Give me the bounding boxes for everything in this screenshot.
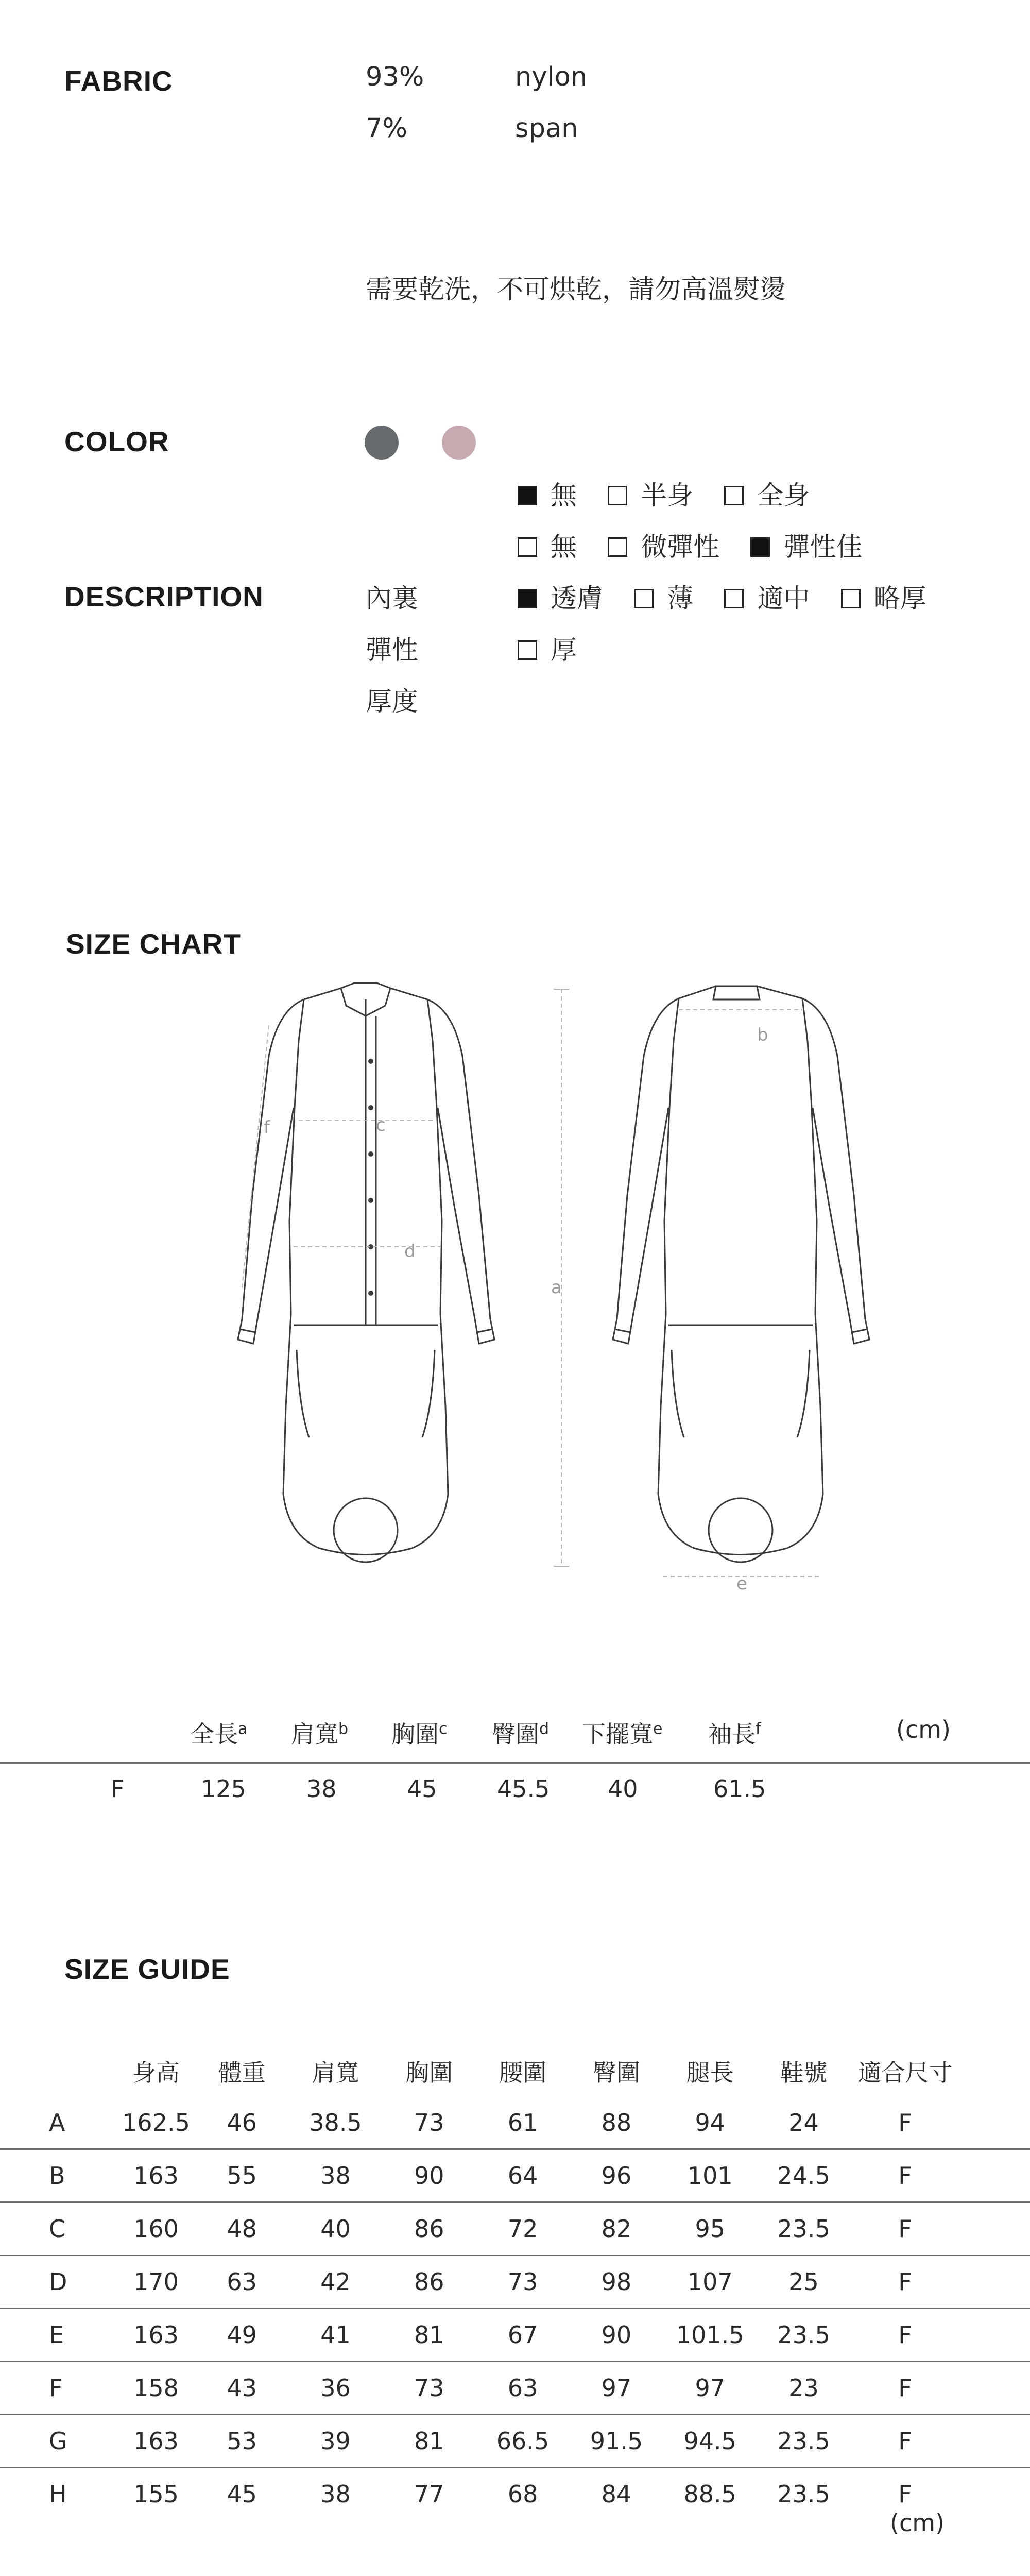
col-sup: f bbox=[756, 1720, 761, 1738]
value-chest: 45 bbox=[407, 1775, 437, 1803]
col-label: 胸圍 bbox=[391, 1720, 439, 1748]
table-cell: 45 bbox=[227, 2480, 257, 2508]
table-cell: 95 bbox=[695, 2215, 725, 2243]
fabric-name-2: span bbox=[515, 113, 578, 144]
table-cell: 38 bbox=[320, 2480, 351, 2508]
table-cell: F bbox=[898, 2109, 912, 2137]
table-row bbox=[0, 2149, 1030, 2202]
col-fit-size: 適合尺寸 bbox=[857, 2059, 953, 2087]
table-cell: 163 bbox=[133, 2162, 179, 2190]
table-cell: F bbox=[898, 2480, 912, 2508]
table-cell: 77 bbox=[414, 2480, 444, 2508]
desc-row-elasticity-options bbox=[518, 526, 885, 564]
table-cell: 40 bbox=[320, 2215, 351, 2243]
table-cell: 88 bbox=[601, 2109, 632, 2137]
table-cell: 72 bbox=[507, 2215, 538, 2243]
diagram-letter-b: b bbox=[757, 1025, 768, 1045]
fabric-heading: FABRIC bbox=[64, 65, 173, 97]
value-shoulder: 38 bbox=[306, 1775, 337, 1803]
size-guide-table bbox=[0, 2045, 1030, 2520]
table-cell: 94 bbox=[695, 2109, 725, 2137]
checkbox-elastic-good bbox=[750, 537, 770, 557]
size-label: F bbox=[111, 1775, 125, 1803]
diagram-letter-d: d bbox=[404, 1241, 416, 1262]
back-view-drawing bbox=[613, 986, 869, 1577]
diagram-letter-e: e bbox=[736, 1573, 747, 1592]
color-heading: COLOR bbox=[64, 426, 169, 457]
table-cell: 170 bbox=[133, 2268, 179, 2296]
table-cell: 84 bbox=[601, 2480, 632, 2508]
table-cell: 101.5 bbox=[676, 2321, 744, 2349]
row-id: H bbox=[49, 2480, 67, 2508]
table-row bbox=[0, 2415, 1030, 2468]
checkbox-medium bbox=[724, 589, 744, 608]
table-cell: 81 bbox=[414, 2321, 444, 2349]
fabric-name-1: nylon bbox=[515, 62, 588, 92]
table-cell: 86 bbox=[414, 2215, 444, 2243]
col-waist: 腰圍 bbox=[499, 2059, 547, 2087]
col-label: 袖長 bbox=[708, 1720, 756, 1748]
table-cell: 23.5 bbox=[777, 2215, 830, 2243]
table-cell: 162.5 bbox=[122, 2109, 190, 2137]
table-cell: F bbox=[898, 2215, 912, 2243]
desc-label-lining: 內裏 bbox=[366, 584, 419, 614]
option-label: 全身 bbox=[757, 481, 810, 511]
table-cell: 63 bbox=[507, 2374, 538, 2402]
table-cell: 24.5 bbox=[777, 2162, 830, 2190]
garment-diagram bbox=[221, 979, 881, 1592]
col-hip: 臀圍 bbox=[592, 2059, 640, 2087]
table-cell: F bbox=[898, 2321, 912, 2349]
table-cell: F bbox=[898, 2268, 912, 2296]
checkbox-sheer bbox=[518, 589, 537, 608]
table-cell: F bbox=[898, 2162, 912, 2190]
table-cell: 24 bbox=[788, 2109, 819, 2137]
table-cell: 68 bbox=[507, 2480, 538, 2508]
size-guide-unit: (cm) bbox=[890, 2509, 945, 2537]
size-guide-heading: SIZE GUIDE bbox=[64, 1953, 230, 1985]
diagram-letter-a: a bbox=[551, 1277, 562, 1298]
col-sup: d bbox=[539, 1720, 550, 1738]
row-id: A bbox=[49, 2109, 65, 2137]
table-cell: 82 bbox=[601, 2215, 632, 2243]
table-cell: 53 bbox=[227, 2427, 257, 2455]
table-cell: 67 bbox=[507, 2321, 538, 2349]
col-sup: c bbox=[439, 1720, 448, 1738]
table-cell: 61 bbox=[507, 2109, 538, 2137]
row-id: F bbox=[49, 2374, 63, 2402]
table-cell: 155 bbox=[133, 2480, 179, 2508]
table-cell: 86 bbox=[414, 2268, 444, 2296]
size-chart-row-f bbox=[0, 1775, 1030, 1816]
table-cell: F bbox=[898, 2374, 912, 2402]
fabric-care-note: 需要乾洗，不可烘乾，請勿高溫熨燙 bbox=[366, 275, 786, 305]
col-label: 臀圍 bbox=[492, 1720, 539, 1748]
table-cell: 46 bbox=[227, 2109, 257, 2137]
table-cell: 158 bbox=[133, 2374, 179, 2402]
table-cell: 39 bbox=[320, 2427, 351, 2455]
table-cell: 73 bbox=[414, 2109, 444, 2137]
table-cell: 64 bbox=[507, 2162, 538, 2190]
table-cell: 23 bbox=[788, 2374, 819, 2402]
table-cell: 73 bbox=[507, 2268, 538, 2296]
size-chart-heading: SIZE CHART bbox=[66, 928, 241, 960]
checkbox-lining-none bbox=[518, 486, 537, 505]
option-label: 適中 bbox=[757, 584, 810, 614]
desc-label-elasticity: 彈性 bbox=[366, 635, 419, 666]
col-leg: 腿長 bbox=[686, 2059, 734, 2087]
checkbox-elastic-slight bbox=[608, 537, 627, 557]
option-label: 無 bbox=[551, 481, 577, 511]
diagram-letter-f: f bbox=[264, 1117, 270, 1138]
table-cell: 23.5 bbox=[777, 2427, 830, 2455]
table-cell: 98 bbox=[601, 2268, 632, 2296]
table-cell: 63 bbox=[227, 2268, 257, 2296]
fabric-percent-2: 7% bbox=[366, 113, 407, 144]
checkbox-thick bbox=[518, 640, 537, 660]
col-label: 肩寬 bbox=[291, 1720, 338, 1748]
table-cell: 25 bbox=[788, 2268, 819, 2296]
size-chart-unit: (cm) bbox=[896, 1716, 951, 1743]
table-cell: 36 bbox=[320, 2374, 351, 2402]
row-id: C bbox=[49, 2215, 66, 2243]
size-chart-col-hem bbox=[582, 1716, 662, 1750]
size-chart-col-chest bbox=[391, 1716, 448, 1750]
table-cell: 41 bbox=[320, 2321, 351, 2349]
row-id: B bbox=[49, 2162, 65, 2190]
size-chart-divider bbox=[0, 1762, 1030, 1764]
col-height: 身高 bbox=[132, 2059, 180, 2087]
front-view-drawing bbox=[238, 983, 569, 1566]
row-id: E bbox=[49, 2321, 64, 2349]
col-label: 下擺寬 bbox=[582, 1720, 653, 1748]
table-row bbox=[0, 2468, 1030, 2520]
table-cell: 163 bbox=[133, 2427, 179, 2455]
option-label: 彈性佳 bbox=[783, 532, 863, 563]
col-shoulder: 肩寬 bbox=[312, 2059, 359, 2087]
size-chart-col-sleeve bbox=[708, 1716, 761, 1750]
desc-row-lining-options bbox=[518, 474, 832, 512]
option-label: 半身 bbox=[641, 481, 694, 511]
col-sup: b bbox=[338, 1720, 349, 1738]
desc-label-thickness: 厚度 bbox=[366, 687, 419, 717]
value-length: 125 bbox=[201, 1775, 246, 1803]
col-sup: e bbox=[653, 1720, 663, 1738]
checkbox-elastic-none bbox=[518, 537, 537, 557]
table-cell: 160 bbox=[133, 2215, 179, 2243]
table-cell: 81 bbox=[414, 2427, 444, 2455]
checkbox-lining-half bbox=[608, 486, 627, 505]
option-label: 無 bbox=[551, 532, 577, 563]
option-label: 透膚 bbox=[551, 584, 604, 614]
col-sup: a bbox=[238, 1720, 248, 1738]
table-cell: 66.5 bbox=[496, 2427, 550, 2455]
option-label: 微彈性 bbox=[641, 532, 720, 563]
table-cell: 101 bbox=[687, 2162, 733, 2190]
row-id: G bbox=[49, 2427, 67, 2455]
table-cell: 38.5 bbox=[309, 2109, 362, 2137]
table-cell: 73 bbox=[414, 2374, 444, 2402]
table-cell: 88.5 bbox=[683, 2480, 736, 2508]
desc-row-thickness-options bbox=[518, 577, 949, 615]
value-sleeve: 61.5 bbox=[713, 1775, 766, 1803]
size-chart-header-row bbox=[0, 1716, 1030, 1757]
table-row bbox=[0, 2097, 1030, 2149]
table-cell: 48 bbox=[227, 2215, 257, 2243]
size-chart-col-hip bbox=[492, 1716, 549, 1750]
table-cell: 97 bbox=[695, 2374, 725, 2402]
table-cell: 49 bbox=[227, 2321, 257, 2349]
fabric-percent-1: 93% bbox=[366, 62, 424, 92]
table-cell: 42 bbox=[320, 2268, 351, 2296]
table-cell: 23.5 bbox=[777, 2480, 830, 2508]
table-cell: 107 bbox=[687, 2268, 733, 2296]
table-cell: 23.5 bbox=[777, 2321, 830, 2349]
diagram-letter-c: c bbox=[376, 1115, 386, 1136]
size-chart-col-shoulder bbox=[291, 1716, 348, 1750]
table-row bbox=[0, 2362, 1030, 2415]
col-label: 全長 bbox=[191, 1720, 238, 1748]
option-label: 略厚 bbox=[873, 584, 926, 614]
table-cell: 97 bbox=[601, 2374, 632, 2402]
option-label: 厚 bbox=[551, 635, 577, 666]
table-cell: 43 bbox=[227, 2374, 257, 2402]
description-heading: DESCRIPTION bbox=[64, 581, 264, 613]
table-cell: 90 bbox=[414, 2162, 444, 2190]
option-label: 薄 bbox=[667, 584, 694, 614]
color-swatch-pink[interactable] bbox=[442, 426, 476, 460]
table-cell: 38 bbox=[320, 2162, 351, 2190]
checkbox-slightly-thick bbox=[841, 589, 861, 608]
col-shoe: 鞋號 bbox=[780, 2059, 828, 2087]
desc-row-thick-option bbox=[518, 629, 599, 667]
table-cell: 90 bbox=[601, 2321, 632, 2349]
row-id: D bbox=[49, 2268, 67, 2296]
checkbox-thin bbox=[634, 589, 654, 608]
table-cell: 94.5 bbox=[683, 2427, 736, 2455]
table-cell: 55 bbox=[227, 2162, 257, 2190]
table-cell: F bbox=[898, 2427, 912, 2455]
table-row bbox=[0, 2256, 1030, 2309]
value-hem: 40 bbox=[608, 1775, 638, 1803]
col-chest: 胸圍 bbox=[405, 2059, 453, 2087]
table-row bbox=[0, 2202, 1030, 2256]
table-cell: 163 bbox=[133, 2321, 179, 2349]
checkbox-lining-full bbox=[724, 486, 744, 505]
size-chart-col-length bbox=[191, 1716, 247, 1750]
table-row bbox=[0, 2309, 1030, 2362]
color-swatch-gray[interactable] bbox=[365, 426, 399, 460]
table-cell: 91.5 bbox=[590, 2427, 643, 2455]
value-hip: 45.5 bbox=[497, 1775, 550, 1803]
col-weight: 體重 bbox=[218, 2059, 266, 2087]
table-cell: 96 bbox=[601, 2162, 632, 2190]
size-guide-header-row bbox=[0, 2045, 1030, 2097]
